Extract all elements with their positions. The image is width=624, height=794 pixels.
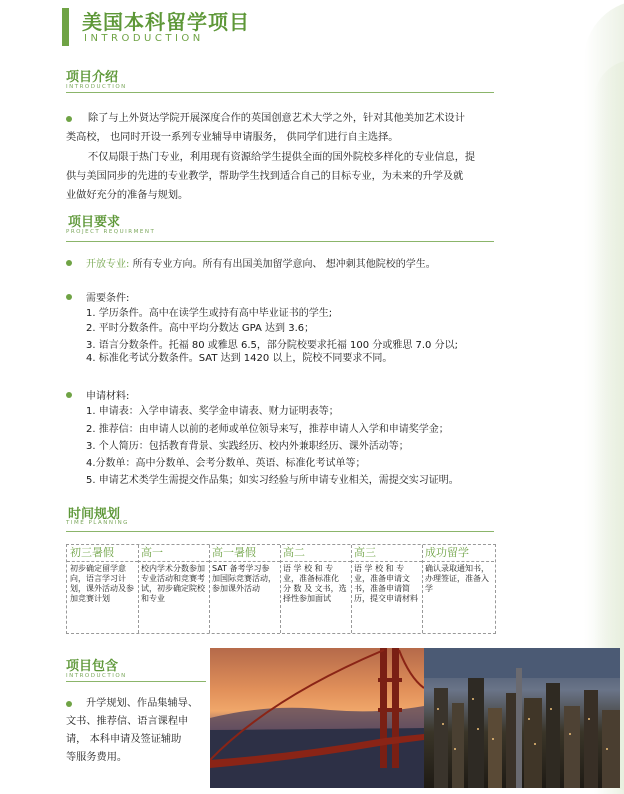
section-subtitle-requirements: PROJECT REQUIRMENT: [66, 229, 156, 235]
skyline-illustration: [424, 648, 620, 788]
intro-text-line: 除了与上外贤达学院开展深度合作的英国创意艺术大学之外，针对其他美加艺术设计: [88, 113, 465, 124]
conditions-label: 需要条件:: [86, 293, 130, 304]
timeline-column-head: 初三暑假: [67, 545, 138, 562]
bullet-dot: [66, 294, 72, 300]
timeline-column-head: 成功留学: [422, 545, 494, 562]
includes-text-line: 请， 本科申请及签证辅助: [66, 734, 182, 745]
intro-text-line: 业做好充分的准备与规划。: [66, 190, 189, 201]
title-accent-bar: [62, 8, 69, 46]
timeline-column: [422, 545, 494, 633]
open-majors-row: [86, 258, 436, 271]
page-subtitle: INTRODUCTION: [84, 33, 204, 44]
section-divider: [66, 241, 494, 242]
page-title: 美国本科留学项目: [82, 10, 250, 34]
bullet-dot: [66, 260, 72, 266]
condition-item: 2. 平时分数条件。高中平均分数达 GPA 达到 3.6；: [86, 323, 315, 334]
city-skyline-photo: [424, 648, 620, 788]
section-title-intro: 项目介绍: [66, 70, 119, 85]
section-title-timeline: 时间规划: [68, 507, 121, 522]
includes-text-line: 等服务费用。: [66, 752, 128, 763]
bridge-illustration: [210, 648, 424, 788]
timeline-column-head: 高二: [280, 545, 351, 562]
intro-text-line: 不仅局限于热门专业，利用现有资源给学生提供全面的国外院校多样化的专业信息，提: [88, 152, 476, 163]
material-item: 2. 推荐信：由申请人以前的老师或单位领导来写，推荐申请人入学和申请奖学金；: [86, 424, 449, 435]
materials-label: 申请材料:: [86, 391, 130, 402]
bullet-dot: [66, 701, 72, 707]
timeline-column: [280, 545, 352, 633]
section-divider: [66, 92, 494, 93]
includes-text-line: 文书、推荐信、语言课程申: [66, 716, 189, 727]
section-divider: [66, 681, 206, 682]
timeline-column-head: 高三: [351, 545, 422, 562]
open-majors-label: 开放专业:: [86, 259, 130, 270]
condition-item: 4. 标准化考试分数条件。SAT 达到 1420 以上，院校不同要求不同。: [86, 353, 393, 364]
section-subtitle-timeline: TIME PLANNING: [66, 520, 129, 526]
timeline-table: [66, 544, 496, 634]
section-title-requirements: 项目要求: [68, 215, 121, 230]
timeline-column-body: 语 学 校 和 专业，准备标准化 分 数 及 文书，选择性参加面试: [283, 564, 347, 603]
timeline-column: [67, 545, 139, 633]
golden-gate-bridge-photo: [210, 648, 424, 788]
timeline-column-body: 校内学术分数参加专业活动和竞赛考试，初步确定院校和专业: [141, 564, 205, 603]
timeline-column: [351, 545, 423, 633]
open-majors-text: 所有专业方向。所有有出国美加留学意向、 想冲刺其他院校的学生。: [132, 259, 436, 270]
section-title-includes: 项目包含: [66, 659, 119, 674]
timeline-column: [138, 545, 210, 633]
includes-text-line: 升学规划、作品集辅导、: [86, 698, 199, 709]
timeline-column-body: SAT 备考学习参加国际竞赛活动，参加课外活动: [212, 564, 276, 593]
material-item: 3. 个人简历：包括教育背景、实践经历、校内外兼职经历、课外活动等；: [86, 441, 409, 452]
section-subtitle-includes: INTRODUCTION: [66, 673, 127, 679]
timeline-column-body: 初步确定留学意向，语言学习计划，课外活动及参加竞赛计划: [70, 564, 134, 603]
intro-text-line: 类高校， 也同时开设一系列专业辅导申请服务， 供同学们进行自主选择。: [66, 132, 399, 143]
condition-item: 1. 学历条件。高中在读学生或持有高中毕业证书的学生;: [86, 308, 333, 319]
timeline-column-head: 高一暑假: [209, 545, 280, 562]
timeline-column-head: 高一: [138, 545, 209, 562]
timeline-column-body: 确认录取通知书，办理签证，准备入学: [425, 564, 489, 593]
timeline-column-body: 语 学 校 和 专业，准备申请文书，准备申请简历，提交申请材料: [354, 564, 418, 603]
material-item: 5. 申请艺术类学生需提交作品集；如实习经验与所申请专业相关，需提交实习证明。: [86, 475, 459, 486]
timeline-column: [209, 545, 281, 633]
material-item: 4.分数单：高中分数单、会考分数单、英语、标准化考试单等；: [86, 458, 366, 469]
condition-item: 3. 语言分数条件。托福 80 或雅思 6.5，部分院校要求托福 100 分或雅思 7.0 分以;: [86, 340, 458, 351]
intro-text-line: 供与美国同步的先进的专业教学，帮助学生找到适合自己的目标专业，为未来的升学及就: [66, 171, 464, 182]
bullet-dot: [66, 392, 72, 398]
section-subtitle-intro: INTRODUCTION: [66, 84, 127, 90]
material-item: 1. 申请表：入学申请表、奖学金申请表、财力证明表等；: [86, 406, 339, 417]
section-divider: [66, 531, 494, 532]
bullet-dot: [66, 116, 72, 122]
